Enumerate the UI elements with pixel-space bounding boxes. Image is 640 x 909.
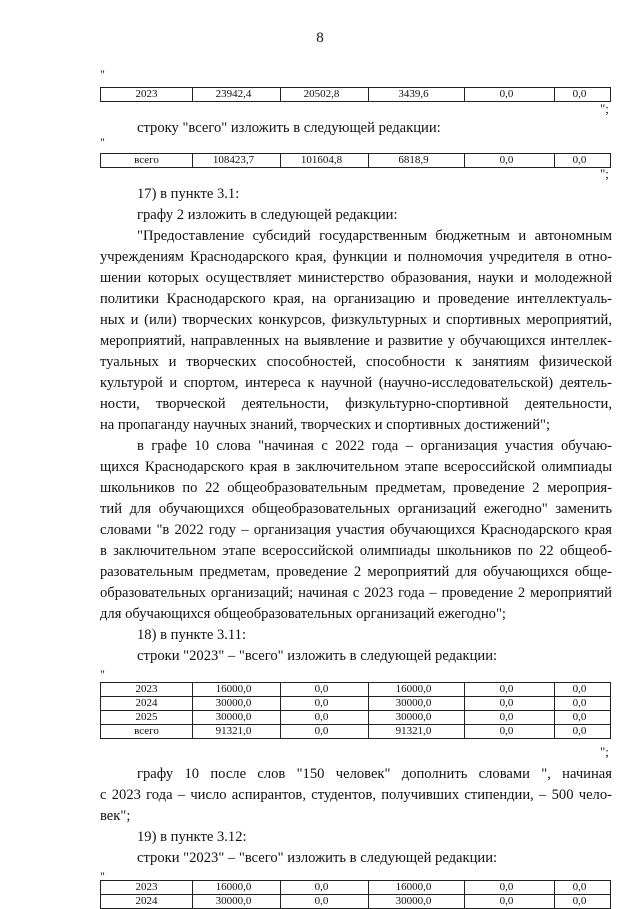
paragraph-line: тий для обучающихся общеобразовательных организаций ежегодно" заменить xyxy=(100,501,612,517)
table-cell: 30000,0 xyxy=(369,711,465,725)
paragraph-line: политики Краснодарского края, на организацию и проведение интеллектуаль- xyxy=(100,291,612,307)
table-cell: 0,0 xyxy=(281,881,369,895)
table-cell: 3439,6 xyxy=(369,88,465,102)
table-cell: 0,0 xyxy=(465,895,555,909)
table-cell: 20502,8 xyxy=(281,88,369,102)
total-row-intro: строку "всего" изложить в следующей редакции: xyxy=(137,120,441,136)
table-row xyxy=(101,725,611,739)
quote-open: " xyxy=(100,869,105,883)
table-cell: 101604,8 xyxy=(281,154,369,168)
paragraph-line: век"; xyxy=(100,808,131,824)
table-cell: 6818,9 xyxy=(369,154,465,168)
table-cell: 0,0 xyxy=(465,88,555,102)
paragraph-line: на пропаганду научных знаний, творческих и спортивных достижений"; xyxy=(100,417,551,433)
table-row xyxy=(101,154,611,168)
paragraph-line: разовательным предметам, проведение 2 мероприятий для обучающихся обще- xyxy=(100,564,612,580)
paragraph-line: образовательных организаций; начиная с 2023 года – проведение 2 мероприятий xyxy=(100,585,612,601)
table-cell: 0,0 xyxy=(465,881,555,895)
table-cell: 16000,0 xyxy=(369,881,465,895)
table-cell: 2024 xyxy=(101,697,193,711)
table-2023-row xyxy=(100,87,611,102)
table-cell: 0,0 xyxy=(555,725,611,739)
table-cell: 0,0 xyxy=(281,697,369,711)
paragraph-line: шении которых осуществляет министерство образования, науки и молодежной xyxy=(100,270,612,286)
table-cell: 16000,0 xyxy=(193,683,281,697)
table-cell: 2023 xyxy=(101,881,193,895)
table-cell: 30000,0 xyxy=(369,697,465,711)
paragraph-line: 18) в пункте 3.11: xyxy=(137,627,247,643)
paragraph-line: "Предоставление субсидий государственным бюджетным и автономным xyxy=(137,228,612,244)
quote-close: "; xyxy=(600,101,609,116)
table-row xyxy=(101,711,611,725)
table-cell: 91321,0 xyxy=(193,725,281,739)
table-cell: 0,0 xyxy=(465,711,555,725)
quote-open: " xyxy=(100,67,105,81)
paragraph-line: учреждениям Краснодарского края, функции и полномочия учредителя в отно- xyxy=(100,249,612,265)
paragraph-line: в графе 10 слова "начиная с 2022 года – организация участия обучаю- xyxy=(137,438,612,454)
paragraph-line: для обучающихся общеобразовательных организаций ежегодно"; xyxy=(100,606,506,622)
table-cell: 0,0 xyxy=(555,697,611,711)
table-cell: 2024 xyxy=(101,895,193,909)
table-row xyxy=(101,88,611,102)
table-cell: 0,0 xyxy=(555,881,611,895)
paragraph-line: 17) в пункте 3.1: xyxy=(137,186,240,202)
table-cell: 30000,0 xyxy=(369,895,465,909)
paragraph-line: щихся Краснодарского края в заключительном этапе всероссийской олимпиады xyxy=(100,459,612,475)
paragraph-line: строки "2023" – "всего" изложить в следующей редакции: xyxy=(137,648,498,664)
table-cell: 0,0 xyxy=(465,154,555,168)
paragraph-line: словами "в 2022 году – организация участия обучающихся Краснодарского края xyxy=(100,522,612,538)
table-cell: 0,0 xyxy=(465,725,555,739)
table-cell: 16000,0 xyxy=(369,683,465,697)
paragraph-line: с 2023 года – число аспирантов, студентов, получивших стипендии, – 500 чело- xyxy=(100,787,612,803)
table-cell: 0,0 xyxy=(281,683,369,697)
page-number: 8 xyxy=(316,30,324,46)
paragraph-line: строки "2023" – "всего" изложить в следующей редакции: xyxy=(137,850,498,866)
table-cell: 30000,0 xyxy=(193,895,281,909)
table-3-11-rows xyxy=(100,682,611,739)
quote-open: " xyxy=(100,667,105,681)
paragraph-line: мероприятий, направленных на выявление и развитие у обучающихся интеллек- xyxy=(100,333,612,349)
table-cell: всего xyxy=(101,154,193,168)
paragraph-line: ности, творческой деятельности, физкультурно-спортивной деятельности, xyxy=(100,396,612,412)
table-row xyxy=(101,683,611,697)
quote-close: "; xyxy=(600,166,609,181)
paragraph-line: 19) в пункте 3.12: xyxy=(137,829,247,845)
table-row xyxy=(101,881,611,895)
paragraph-line: школьников по 22 общеобразовательным предметам, проведение 2 мероприя- xyxy=(100,480,612,496)
table-cell: 16000,0 xyxy=(193,881,281,895)
paragraph-line: ных и (или) творческих конкурсов, физкультурных и спортивных мероприятий, xyxy=(100,312,612,328)
table-cell: 0,0 xyxy=(555,895,611,909)
paragraph-line: графу 10 после слов "150 человек" дополнить словами ", начиная xyxy=(137,766,612,782)
table-total-row xyxy=(100,153,611,168)
table-cell: 23942,4 xyxy=(193,88,281,102)
paragraph-line: туальных и творческих способностей, способности к занятиям физической xyxy=(100,354,612,370)
table-cell: 30000,0 xyxy=(193,711,281,725)
paragraph-line: в заключительном этапе всероссийской олимпиады школьников по 22 общеоб- xyxy=(100,543,612,559)
paragraph-line: культурой и спортом, интереса к научной (научно-исследовательской) деятель- xyxy=(100,375,612,391)
table-row xyxy=(101,697,611,711)
table-cell: 0,0 xyxy=(555,711,611,725)
quote-open: " xyxy=(100,135,105,149)
table-cell: 0,0 xyxy=(465,697,555,711)
table-cell: 0,0 xyxy=(555,683,611,697)
table-cell: 0,0 xyxy=(281,711,369,725)
table-cell: 0,0 xyxy=(281,725,369,739)
table-cell: всего xyxy=(101,725,193,739)
paragraph-line: графу 2 изложить в следующей редакции: xyxy=(137,207,398,223)
table-cell: 2023 xyxy=(101,683,193,697)
table-cell: 30000,0 xyxy=(193,697,281,711)
table-row xyxy=(101,895,611,909)
table-cell: 108423,7 xyxy=(193,154,281,168)
quote-close: "; xyxy=(600,744,609,759)
table-cell: 91321,0 xyxy=(369,725,465,739)
table-cell: 0,0 xyxy=(465,683,555,697)
table-cell: 2023 xyxy=(101,88,193,102)
table-cell: 2025 xyxy=(101,711,193,725)
table-cell: 0,0 xyxy=(555,154,611,168)
table-cell: 0,0 xyxy=(555,88,611,102)
table-cell: 0,0 xyxy=(281,895,369,909)
